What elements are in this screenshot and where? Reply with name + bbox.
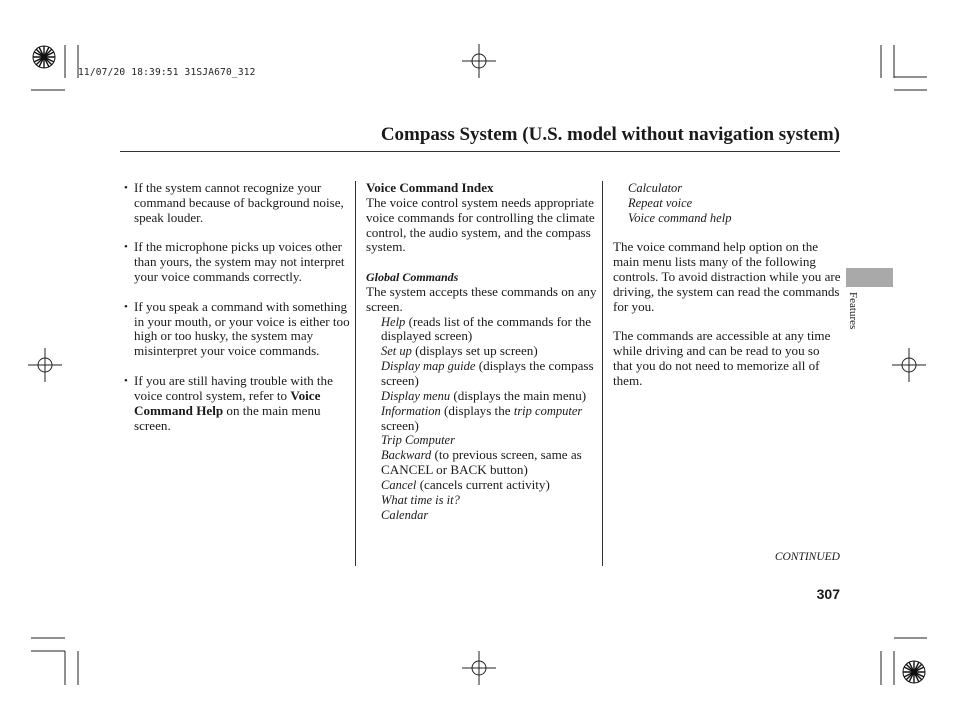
list-item: • If the system cannot recognize your command because of background noise, speak louder. [122,181,354,226]
command-voice-command-help: Voice command help [628,210,732,225]
middle-column [366,181,598,522]
page-title: Compass System (U.S. model without navigation system) [380,124,840,145]
registration-mark-left [28,348,62,382]
title-rule [120,151,840,152]
command-set-up: Set up (displays set up screen) [381,343,538,359]
right-column [613,181,841,389]
star-target-top-left [33,46,55,68]
section-intro: The voice control system needs appropriate voice commands for controlling the climate control, the audio system, and the compass system. [366,194,595,255]
command-display-map-guide: Display map guide (displays the compass screen) [381,358,594,388]
registration-mark-bottom [462,651,496,685]
command-calendar: Calendar [381,507,429,522]
command-list-continued [613,181,841,226]
command-calculator: Calculator [628,181,683,195]
page-number: 307 [816,586,840,602]
left-column [122,181,354,448]
list-item-text: on the main menu screen. [134,402,321,433]
registration-mark-top [462,44,496,78]
section-tab-label: Features [847,292,859,330]
command-trip-computer: Trip Computer [381,433,455,448]
list-item: • If you speak a command with something in your mouth, or your voice is either too high or too husky, the system may misinterpret your voice commands. [122,300,354,359]
section-tab [846,268,893,287]
global-commands-intro: The system accepts these commands on any screen. [366,283,597,314]
column-divider-2 [602,181,603,566]
global-commands-heading: Global Commands [366,270,459,285]
voice-command-help-reference: Voice Command Help [134,387,321,418]
command-help: Help (reads list of the commands for the displayed screen) [381,313,592,344]
section-heading: Voice Command Index [366,180,494,195]
command-list [366,315,598,523]
command-information: Information (displays the trip computer screen) [381,402,583,433]
command-display-menu: Display menu (displays the main menu) [381,387,587,403]
continued-label: CONTINUED [774,551,840,563]
paragraph: The voice command help option on the main menu lists many of the following controls. To avoid distraction while you are driving, the system can read the commands for you. [613,239,841,314]
list-item [122,374,354,433]
command-cancel: Cancel (cancels current activity) [381,476,550,492]
list-item-text: If you are still having trouble with the voice control system, refer to [134,372,333,403]
command-repeat-voice: Repeat voice [628,195,693,210]
command-what-time: What time is it? [381,492,460,507]
tips-list [122,181,354,433]
registration-mark-right [892,348,926,382]
print-stamp: 11/07/20 18:39:51 31SJA670_312 [78,67,256,78]
command-backward: Backward (to previous screen, same as CANCEL or BACK button) [381,447,582,478]
paragraph: The commands are accessible at any time while driving and can be read to you so that you do not need to memorize all of them. [613,328,831,388]
list-item: • If the microphone picks up voices other than yours, the system may not interpret your voice commands correctly. [122,240,354,285]
column-divider-1 [355,181,356,566]
star-target-bottom-right [903,661,925,683]
